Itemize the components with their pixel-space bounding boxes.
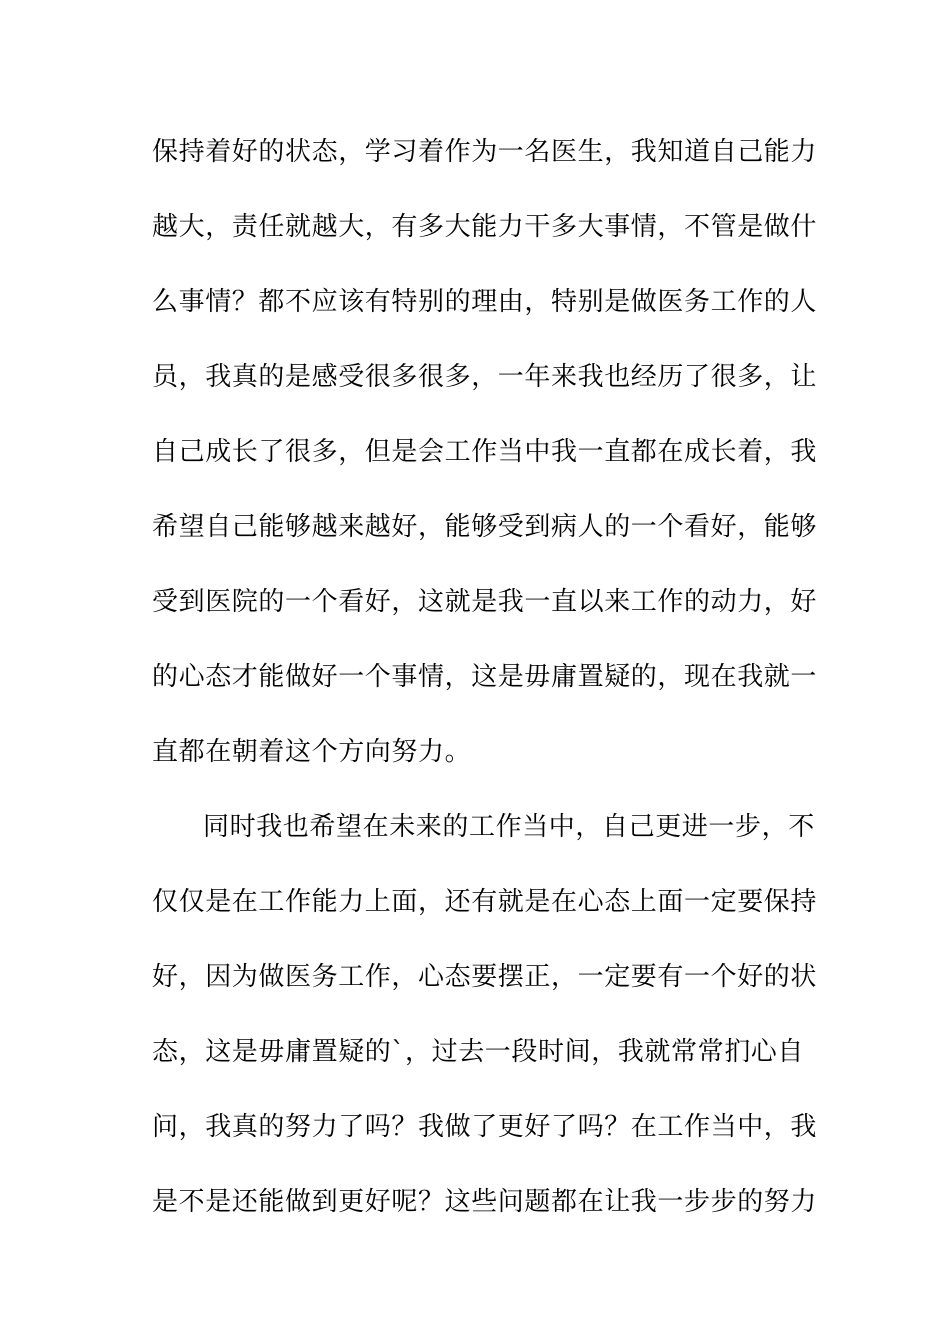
text-line: 问，我真的努力了吗？我做了更好了吗？在工作当中，我 — [152, 1112, 818, 1142]
text-line: 希望自己能够越来越好，能够受到病人的一个看好，能够 — [152, 512, 818, 542]
text-line: 的心态才能做好一个事情，这是毋庸置疑的，现在我就一 — [152, 662, 818, 692]
text-line: 直都在朝着这个方向努力。 — [152, 737, 472, 767]
text-line: 仅仅是在工作能力上面，还有就是在心态上面一定要保持 — [152, 887, 818, 917]
text-line: 是不是还能做到更好呢？这些问题都在让我一步步的努力 — [152, 1187, 818, 1217]
text-line: 态，这是毋庸置疑的`，过去一段时间，我就常常扪心自 — [152, 1037, 805, 1067]
text-line: 么事情？都不应该有特别的理由，特别是做医务工作的人 — [152, 287, 818, 317]
text-line: 好，因为做医务工作，心态要摆正，一定要有一个好的状 — [152, 962, 818, 992]
text-line: 员，我真的是感受很多很多，一年来我也经历了很多，让 — [152, 362, 818, 392]
text-line: 越大，责任就越大，有多大能力干多大事情，不管是做什 — [152, 212, 818, 242]
text-line: 保持着好的状态，学习着作为一名医生，我知道自己能力 — [152, 137, 818, 167]
paragraph-first-line: 同时我也希望在未来的工作当中，自己更进一步，不 — [203, 812, 815, 842]
text-line: 受到医院的一个看好，这就是我一直以来工作的动力，好 — [152, 587, 818, 617]
text-line: 自己成长了很多，但是会工作当中我一直都在成长着，我 — [152, 437, 818, 467]
